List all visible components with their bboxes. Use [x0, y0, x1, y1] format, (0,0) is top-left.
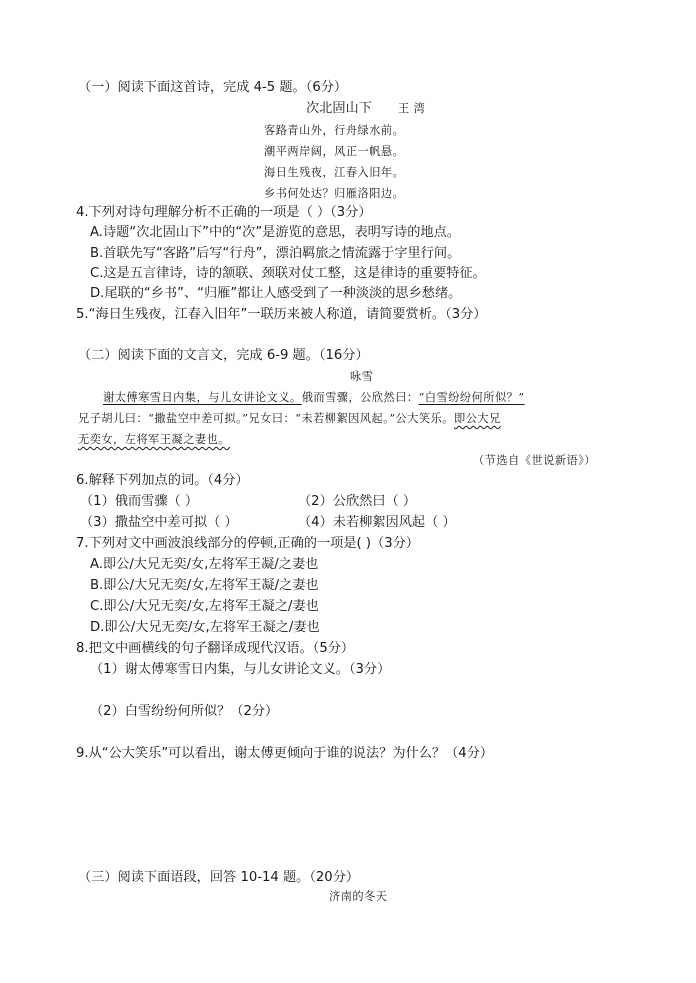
- q7-stem: 7.下列对文中画波浪线部分的停顿,正确的一项是( )（3分）: [76, 536, 419, 551]
- section3-header: （三）阅读下面语段，回答 10-14 题。（20分）: [78, 870, 360, 885]
- q8-sub-2: （2）白雪纷纷何所似？（2分）: [90, 704, 279, 719]
- section1-header: （一）阅读下面这首诗，完成 4-5 题。（6分）: [78, 80, 348, 95]
- passage-text-2: 兄子胡儿曰：“撒盐空中差可拟。”兄女曰：“未若柳絮因风起。”公大笑乐。: [78, 412, 454, 425]
- passage-source: （节选自《世说新语》）: [473, 454, 596, 467]
- q4-option-a: A.诗题“次北固山下”中的“次”是游览的意思，表明写诗的地点。: [90, 225, 460, 240]
- passage-text-1: 俄而雪骤，公欣然曰：: [301, 391, 419, 404]
- poem-title: 次北固山下: [306, 101, 372, 116]
- q7-option-c: C.即公/大兄无奕/女,左将军王凝之/妻也: [90, 599, 319, 614]
- q7-option-a: A.即公/大兄无奕/女,左将军王凝/之妻也: [90, 557, 319, 572]
- q6-stem: 6.解释下列加点的词。（4分）: [76, 473, 249, 488]
- q9-stem: 9.从“公大笑乐”可以看出，谢太傅更倾向于谁的说法？为什么？（4分）: [76, 746, 494, 761]
- underlined-sentence-1: 谢太傅寒雪日内集，与儿女讲论文义。: [103, 391, 302, 404]
- q4-option-d: D.尾联的“乡书”、“归雁”都让人感受到了一种淡淡的思乡愁绪。: [90, 286, 462, 301]
- q7-option-d: D.即公/大兄无奕/女,左将军王凝之/妻也: [90, 620, 320, 635]
- q7-option-b: B.即公/大兄无奕/女,左将军王凝/之妻也: [90, 578, 319, 593]
- wavy-text-1: 即公大兄: [454, 412, 501, 425]
- q6-item-4: （4）未若柳絮因风起（ ）: [298, 515, 456, 530]
- q6-item-3: （3）撒盐空中差可拟（ ）: [80, 515, 238, 530]
- poem-line-1: 客路青山外，行舟绿水前。: [264, 124, 405, 137]
- underlined-sentence-2: “白雪纷纷何所似？”: [418, 391, 525, 404]
- passage-line-3: [78, 431, 230, 449]
- passage-line-2: [78, 410, 501, 428]
- poem-line-3: 海日生残夜，江春入旧年。: [264, 166, 405, 179]
- section3-title: 济南的冬天: [329, 890, 388, 903]
- passage-line-1: [103, 389, 525, 407]
- q4-stem: 4.下列对诗句理解分析不正确的一项是（ ）（3分）: [76, 205, 372, 220]
- section2-header: （二）阅读下面的文言文，完成 6-9 题。（16分）: [78, 348, 369, 363]
- q6-item-1: （1）俄而雪骤（ ）: [80, 494, 199, 509]
- passage-title: 咏雪: [350, 370, 374, 383]
- q4-option-c: C.这是五言律诗，诗的颔联、颈联对仗工整，这是律诗的重要特征。: [90, 266, 486, 281]
- q8-stem: 8.把文中画横线的句子翻译成现代汉语。（5分）: [76, 641, 355, 656]
- q5-stem: 5.“海日生残夜，江春入旧年”一联历来被人称道，请简要赏析。（3分）: [76, 307, 487, 322]
- poem-author: 王 湾: [397, 102, 426, 115]
- poem-title-line: [306, 100, 425, 118]
- wavy-text-2: 无奕女，左将军王凝之妻也。: [78, 433, 230, 446]
- q8-sub-1: （1）谢太傅寒雪日内集，与儿女讲论文义。（3分）: [90, 662, 391, 677]
- q6-item-2: （2）公欣然曰（ ）: [298, 494, 417, 509]
- poem-line-4: 乡书何处达？归雁洛阳边。: [264, 187, 405, 200]
- q4-option-b: B.首联先写“客路”后写“行舟”，漂泊羁旅之情流露于字里行间。: [90, 246, 461, 261]
- poem-line-2: 潮平两岸阔，风正一帆悬。: [264, 145, 405, 158]
